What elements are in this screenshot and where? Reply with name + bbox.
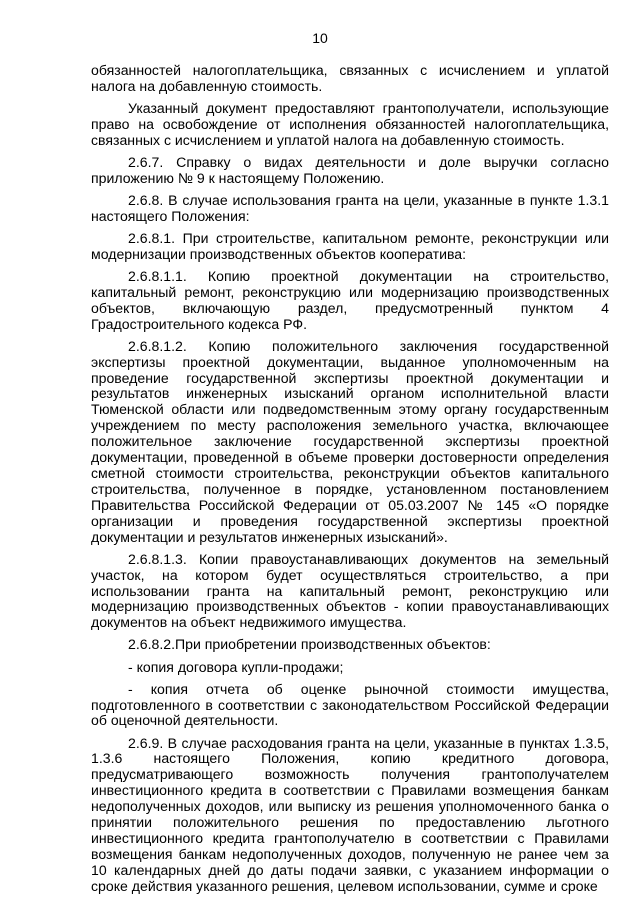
document-body [91, 63, 609, 901]
paragraph-2-6-8-1-1: 2.6.8.1.1. Копию проектной документации на строительство, капитальный ремонт, реконструкцию или модернизацию производственных объектов, включающую раздел, предусмотренный пунктом 4 Градостроительного кодекса РФ. [91, 267, 609, 332]
paragraph-2-6-8-2: 2.6.8.2.При приобретении производственных объектов: [128, 636, 491, 653]
paragraph-2-6-8: 2.6.8. В случае использования гранта на цели, указанные в пункте 1.3.1 настоящего Положения: [91, 191, 609, 224]
page-number: 10 [312, 30, 328, 46]
paragraph-2-6-8-1-2: 2.6.8.1.2. Копию положительного заключения государственной экспертизы проектной документации, выданное уполномоченным на проведение государственной экспертизы проектной документации и результатов инженерных изысканий органом исполнительной власти Тюменской области или подведомственным этому органу государственным учреждением по месту расположения земельного участка, включающее положительное заключение государственной экспертизы проектной документации, проведенной в объеме проверки достоверности определения сметной стоимости строительства, реконструкции объектов капитального строительства, полученное в порядке, установленном постановлением Правительства Российской Федерации от 05.03.2007 № 145 «О порядке организации и проведения государственной экспертизы проектной документации и результатов инженерных изысканий». [91, 337, 609, 545]
paragraph-2-6-9: 2.6.9. В случае расходования гранта на цели, указанные в пунктах 1.3.5, 1.3.6 настоящего Положения, копию кредитного договора, предусматривающего возможность получения грантополучателем инвестиционного кредита в соответствии с Правилами возмещения банкам недополученных доходов, или выписку из решения уполномоченного банка о принятии положительного решения по предоставлению льготного инвестиционного кредита грантополучателю в соответствии с Правилами возмещения банкам недополученных доходов, полученную не ранее чем за 10 календарных дней до даты подачи заявки, с указанием информации о сроке действия указанного решения, целевом использовании, сумме и сроке [91, 734, 609, 894]
paragraph-2-6-7: 2.6.7. Справку о видах деятельности и доле выручки согласно приложению № 9 к настоящему Положению. [91, 153, 609, 186]
list-item-sales-contract: - копия договора купли-продажи; [128, 658, 344, 675]
paragraph-document-note: Указанный документ предоставляют грантополучатели, использующие право на освобождение от исполнения обязанностей налогоплательщика, связанных с исчислением и уплатой налога на добавленную стоимость. [91, 100, 609, 148]
paragraph-2-6-8-1-3: 2.6.8.1.3. Копии правоустанавливающих документов на земельный участок, на котором будет осуществляться строительство, а при использовании гранта на капитальный ремонт, реконструкцию или модернизацию производственных объектов - копии правоустанавливающих документов на объект недвижимого имущества. [91, 550, 609, 631]
paragraph-continuation: обязанностей налогоплательщика, связанных с исчислением и уплатой налога на добавленную стоимость. [91, 62, 609, 94]
list-item-valuation-report: - копия отчета об оценке рыночной стоимости имущества, подготовленного в соответствии с законодательством Российской Федерации об оценочной деятельности. [91, 680, 609, 729]
paragraph-2-6-8-1: 2.6.8.1. При строительстве, капитальном ремонте, реконструкции или модернизации производственных объектов кооператива: [91, 229, 609, 262]
